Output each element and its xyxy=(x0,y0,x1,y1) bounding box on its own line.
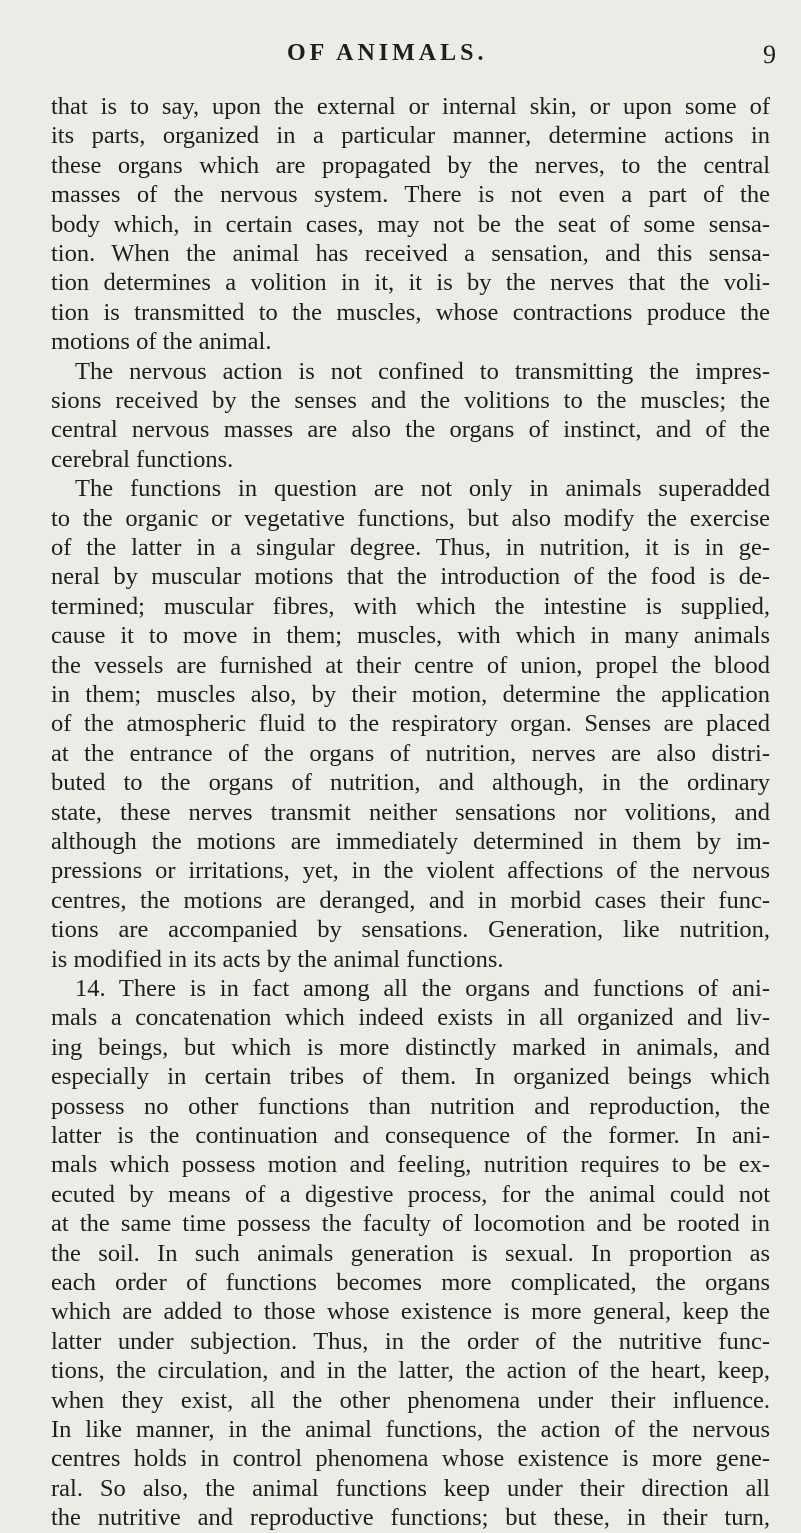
text-line: latter is the continuation and consequence of the former. In ani- xyxy=(51,1122,770,1149)
text-line: the vessels are furnished at their centre of union, propel the blood xyxy=(51,651,770,679)
text-line: of the atmospheric fluid to the respiratory organ. Senses are placed xyxy=(51,710,770,738)
text-line: especially in certain tribes of them. In organized beings which xyxy=(51,1063,770,1091)
text-line: these organs which are propagated by the nerves, to the central xyxy=(51,151,770,179)
text-line: tions are accompanied by sensations. Generation, like nutrition, xyxy=(51,916,770,944)
text-line: which are added to those whose existence is more general, keep the xyxy=(51,1298,770,1326)
text-line: to the organic or vegetative functions, but also modify the exercise xyxy=(51,504,770,532)
text-line: ing beings, but which is more distinctly marked in animals, and xyxy=(51,1033,770,1061)
text-line: The functions in question are not only in animals superadded xyxy=(75,475,770,503)
text-line: buted to the organs of nutrition, and although, in the ordinary xyxy=(51,769,770,797)
text-line: tion determines a volition in it, it is by the nerves that the voli- xyxy=(51,269,770,297)
text-line: is modified in its acts by the animal functions. xyxy=(51,945,504,973)
text-line: central nervous masses are also the organs of instinct, and of the xyxy=(51,416,770,444)
text-line: at the entrance of the organs of nutrition, nerves are also distri- xyxy=(51,739,770,767)
text-line: ecuted by means of a digestive process, for the animal could not xyxy=(51,1180,770,1208)
text-line: cause it to move in them; muscles, with which in many animals xyxy=(51,622,770,650)
text-line: motions of the animal. xyxy=(51,328,272,356)
page-header xyxy=(0,40,801,80)
text-line: each order of functions becomes more complicated, the organs xyxy=(51,1269,770,1296)
text-line: that is to say, upon the external or internal skin, or upon some of xyxy=(51,93,770,120)
text-line: tion is transmitted to the muscles, whose contractions produce the xyxy=(51,298,770,326)
text-line: of the latter in a singular degree. Thus, in nutrition, it is in ge- xyxy=(51,534,770,561)
text-line: termined; muscular fibres, with which the intestine is supplied, xyxy=(51,592,770,620)
text-line: state, these nerves transmit neither sensations nor volitions, and xyxy=(51,798,770,826)
text-line: mals which possess motion and feeling, nutrition requires to be ex- xyxy=(51,1151,770,1179)
page-number: 9 xyxy=(763,40,776,69)
running-title: OF ANIMALS. xyxy=(287,40,488,66)
text-line: at the same time possess the faculty of locomotion and be rooted in xyxy=(51,1210,770,1238)
text-line: the nutritive and reproductive functions; but these, in their turn, xyxy=(51,1504,770,1532)
text-line: neral by muscular motions that the introduction of the food is de- xyxy=(51,563,770,591)
text-line: mals a concatenation which indeed exists in all organized and liv- xyxy=(51,1004,770,1032)
text-line: cerebral functions. xyxy=(51,445,234,473)
text-line: centres holds in control phenomena whose existence is more gene- xyxy=(51,1445,770,1473)
text-line: its parts, organized in a particular manner, determine actions in xyxy=(51,122,770,150)
text-line: masses of the nervous system. There is not even a part of the xyxy=(51,181,770,209)
text-line: sions received by the senses and the volitions to the muscles; the xyxy=(51,387,770,414)
text-line: latter under subjection. Thus, in the order of the nutritive func- xyxy=(51,1327,770,1355)
text-line: tions, the circulation, and in the latter, the action of the heart, keep, xyxy=(51,1357,770,1385)
text-line: when they exist, all the other phenomena under their influence. xyxy=(51,1386,770,1414)
text-line: the soil. In such animals generation is sexual. In proportion as xyxy=(51,1239,770,1267)
text-line: centres, the motions are deranged, and in morbid cases their func- xyxy=(51,886,770,914)
text-line: in them; muscles also, by their motion, determine the application xyxy=(51,681,770,708)
text-line: body which, in certain cases, may not be the seat of some sensa- xyxy=(51,210,770,238)
text-line: pressions or irritations, yet, in the violent affections of the nervous xyxy=(51,857,770,885)
text-line: ral. So also, the animal functions keep under their direction all xyxy=(51,1474,770,1502)
text-line: although the motions are immediately determined in them by im- xyxy=(51,828,770,855)
text-line: tion. When the animal has received a sensation, and this sensa- xyxy=(51,240,770,267)
text-line: possess no other functions than nutrition and reproduction, the xyxy=(51,1092,770,1120)
text-line: The nervous action is not confined to transmitting the impres- xyxy=(75,357,770,385)
text-line: In like manner, in the animal functions, the action of the nervous xyxy=(51,1416,770,1443)
text-line: 14. There is in fact among all the organs and functions of ani- xyxy=(75,975,770,1002)
